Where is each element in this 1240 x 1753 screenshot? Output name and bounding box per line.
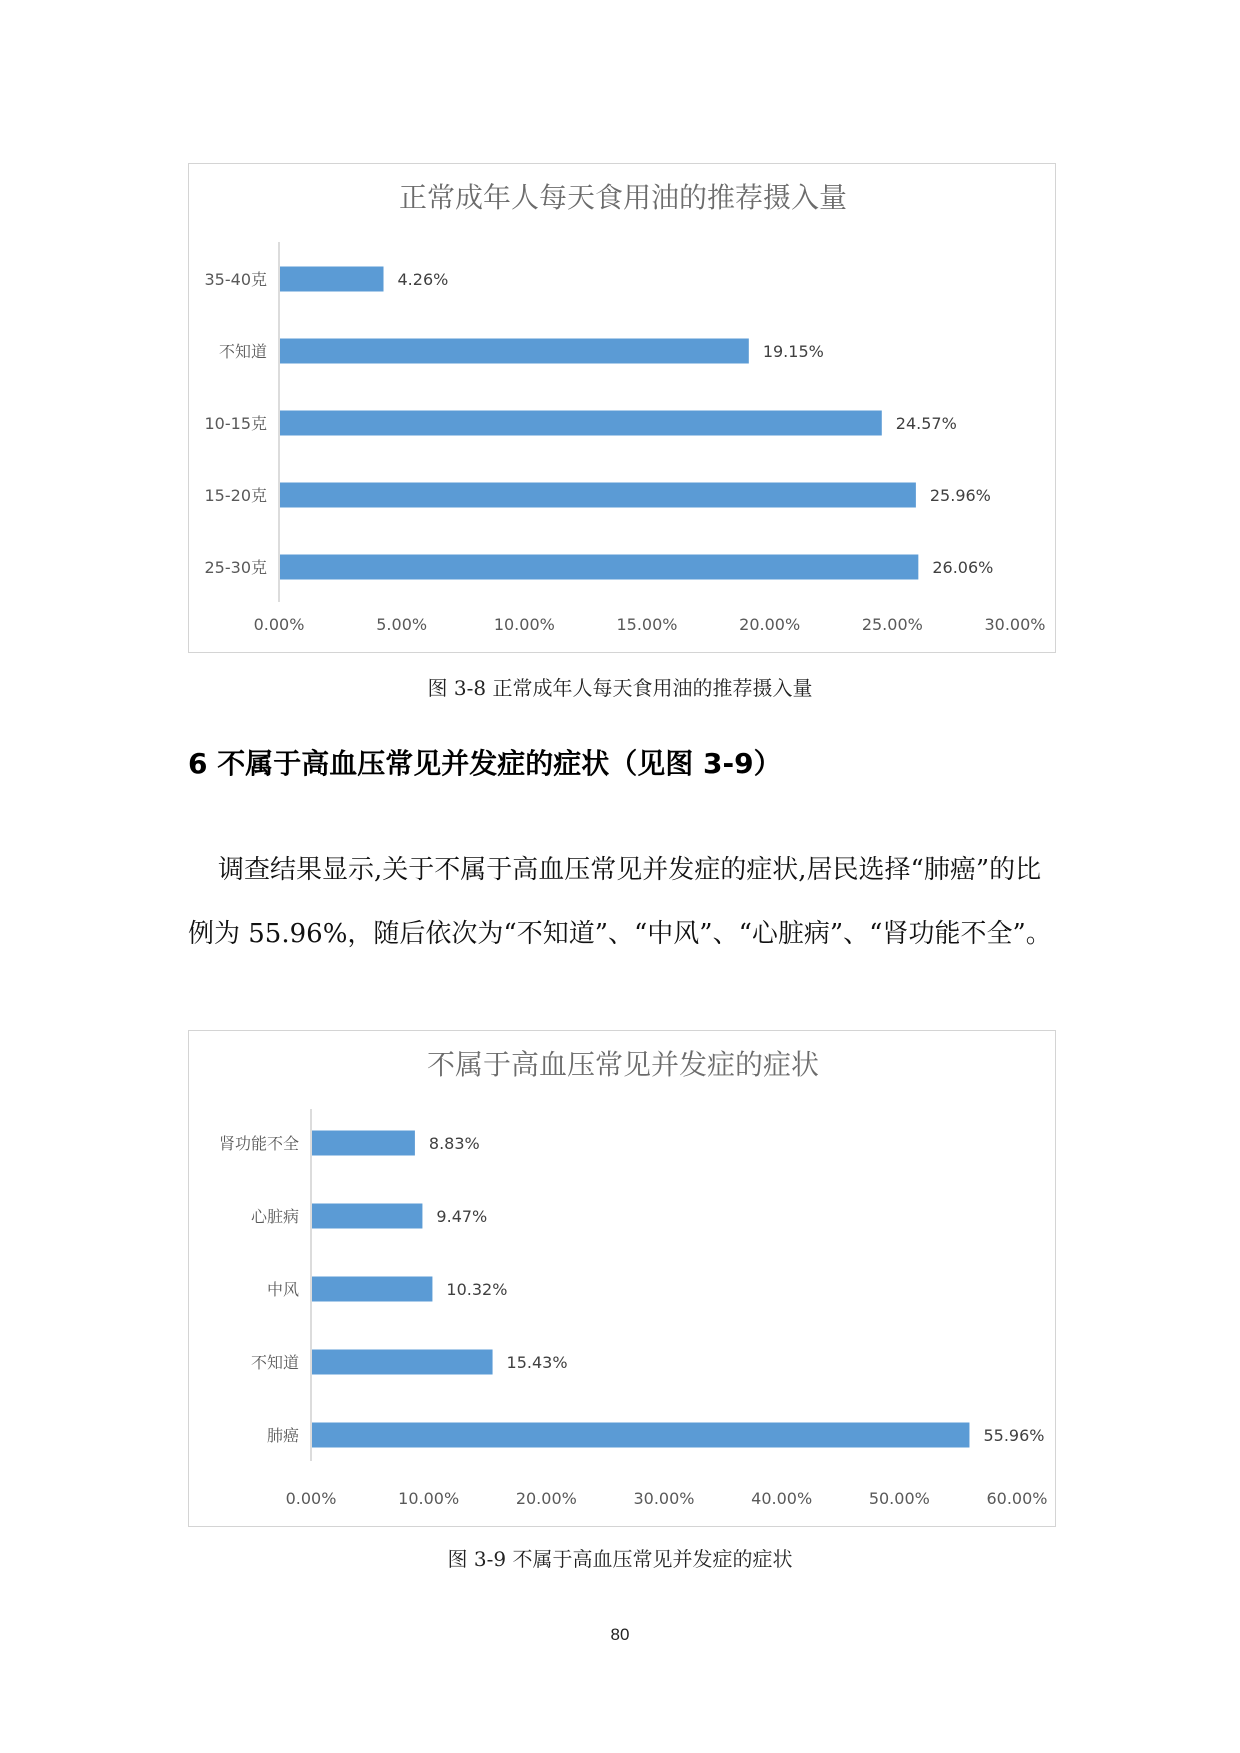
- x-tick-label: 10.00%: [398, 1489, 460, 1508]
- bar: [280, 267, 384, 292]
- x-tick-label: 30.00%: [984, 615, 1046, 634]
- data-label: 24.57%: [895, 414, 957, 433]
- category-label: 25-30克: [204, 558, 267, 577]
- data-label: 26.06%: [932, 558, 994, 577]
- x-tick-label: 25.00%: [861, 615, 923, 634]
- oil-intake-chart: [188, 163, 1056, 653]
- chart-title: 正常成年人每天食用油的推荐摄入量: [398, 181, 848, 214]
- x-tick-label: 20.00%: [515, 1489, 577, 1508]
- bar: [280, 339, 749, 364]
- bar: [312, 1350, 493, 1375]
- category-label: 35-40克: [204, 270, 267, 289]
- page-number: 80: [610, 1625, 630, 1644]
- category-label: 15-20克: [204, 486, 267, 505]
- category-label: 心脏病: [250, 1207, 299, 1226]
- category-label: 不知道: [218, 342, 267, 361]
- bar: [280, 411, 882, 436]
- x-tick-label: 50.00%: [868, 1489, 930, 1508]
- category-label: 肾功能不全: [218, 1134, 299, 1153]
- x-tick-label: 0.00%: [285, 1489, 337, 1508]
- bar: [280, 555, 918, 580]
- data-label: 15.43%: [506, 1353, 568, 1372]
- figure-3-8-caption: 图 3-8 正常成年人每天食用油的推荐摄入量: [427, 676, 813, 700]
- category-label: 中风: [266, 1280, 299, 1299]
- data-label: 10.32%: [446, 1280, 508, 1299]
- x-tick-label: 60.00%: [986, 1489, 1048, 1508]
- category-label: 肺癌: [266, 1426, 299, 1445]
- bar: [280, 483, 916, 508]
- bar: [312, 1204, 422, 1229]
- data-label: 19.15%: [762, 342, 824, 361]
- x-tick-label: 0.00%: [253, 615, 305, 634]
- data-label: 4.26%: [397, 270, 449, 289]
- hypertension-complication-chart: [188, 1030, 1056, 1527]
- x-tick-label: 5.00%: [376, 615, 428, 634]
- x-tick-label: 10.00%: [493, 615, 555, 634]
- figure-3-9-caption: 图 3-9 不属于高血压常见并发症的症状: [447, 1547, 793, 1571]
- section-heading: 6 不属于高血压常见并发症的症状（见图 3-9）: [188, 747, 782, 780]
- hypertension-complication-chart-svg: [189, 1031, 1057, 1528]
- data-label: 8.83%: [428, 1134, 480, 1153]
- bar: [312, 1423, 969, 1448]
- bar: [312, 1131, 415, 1156]
- oil-intake-chart-svg: [189, 164, 1057, 654]
- x-tick-label: 15.00%: [616, 615, 678, 634]
- bar: [312, 1277, 432, 1302]
- x-tick-label: 20.00%: [739, 615, 801, 634]
- body-paragraph: 调查结果显示,关于不属于高血压常见并发症的症状,居民选择“肺癌”的比例为 55.96%，随后依次为“不知道”、“中风”、“心脏病”、“肾功能不全”。: [188, 855, 1052, 949]
- chart-title: 不属于高血压常见并发症的症状: [426, 1048, 820, 1081]
- category-label: 10-15克: [204, 414, 267, 433]
- category-label: 不知道: [250, 1353, 299, 1372]
- data-label: 55.96%: [983, 1426, 1045, 1445]
- x-tick-label: 40.00%: [751, 1489, 813, 1508]
- data-label: 25.96%: [929, 486, 991, 505]
- x-tick-label: 30.00%: [633, 1489, 695, 1508]
- data-label: 9.47%: [436, 1207, 488, 1226]
